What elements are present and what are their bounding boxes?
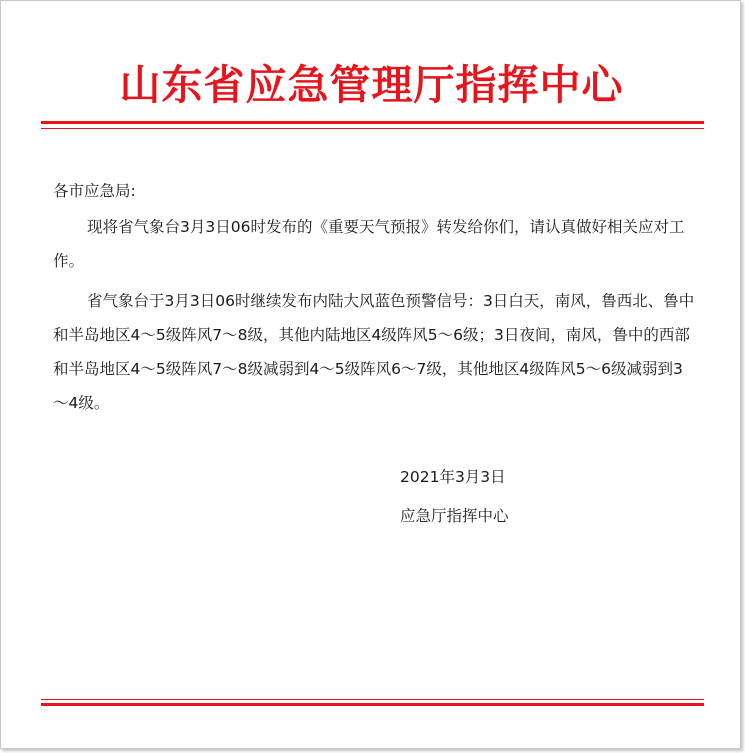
salutation: 各市应急局: (53, 182, 136, 200)
letterhead-title: 山东省应急管理厅指挥中心 (119, 61, 624, 109)
document-date: 2021年3月3日 (400, 468, 506, 486)
paragraph-forward-notice: 现将省气象台3月3日06时发布的《重要天气预报》转发给你们，请认真做好相关应对工作。 (53, 218, 685, 270)
footer-rule-thick (41, 703, 704, 706)
footer-rule-thin (41, 699, 704, 700)
document-signer: 应急厅指挥中心 (400, 507, 509, 525)
header-rule-thick (41, 121, 704, 124)
header-rule-thin (41, 128, 704, 129)
paragraph-wind-warning: 省气象台于3月3日06时继续发布内陆大风蓝色预警信号：3日白天，南风，鲁西北、鲁中和半岛地区4～5级阵风7～8级，其他内陆地区4级阵风5～6级；3日夜间，南风，鲁中的西部和半岛地区4～5级阵风7～8级减弱到4～5级阵风6～7级，其他地区4级阵风5～6级减弱到3～4级。 (53, 292, 695, 412)
